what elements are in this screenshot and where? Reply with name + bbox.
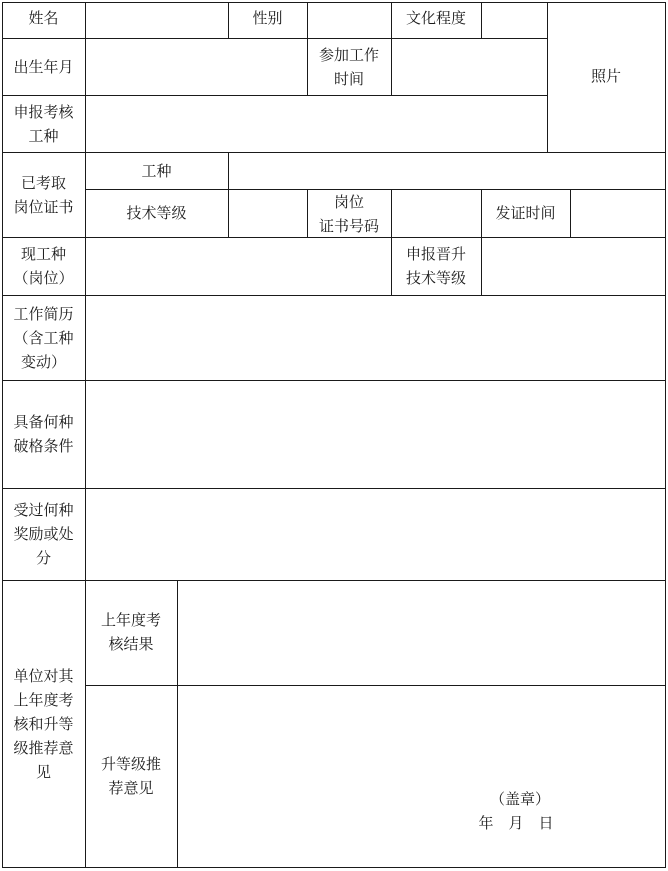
work-start-field[interactable]	[392, 39, 547, 95]
name-field[interactable]	[86, 3, 228, 38]
work-start-label: 参加工作 时间	[318, 46, 379, 88]
resume-label: 工作简历 （含工种 变动）	[13, 305, 74, 371]
recommend-label: 升等级推 荐意见	[100, 755, 161, 797]
issue-date-label: 发证时间	[495, 204, 556, 222]
tech-level-label: 技术等级	[126, 204, 187, 222]
resume-field[interactable]	[86, 296, 665, 380]
photo-label: 照片	[590, 67, 621, 85]
photo-area[interactable]	[548, 3, 665, 152]
recommend-field[interactable]	[178, 686, 665, 867]
name-label: 姓名	[28, 9, 59, 27]
education-label: 文化程度	[405, 9, 466, 27]
seal-label: （盖章）	[489, 790, 550, 808]
trade-field[interactable]	[229, 153, 665, 189]
awards-label: 受过何种 奖励或处 分	[13, 501, 74, 567]
apply-level-field[interactable]	[482, 238, 665, 295]
current-trade-label: 现工种 （岗位）	[13, 245, 74, 287]
tech-level-field[interactable]	[229, 190, 307, 237]
grid-line	[665, 2, 666, 868]
awards-field[interactable]	[86, 489, 665, 580]
apply-level-label: 申报晋升 技术等级	[405, 245, 466, 287]
birth-label: 出生年月	[13, 58, 74, 76]
gender-field[interactable]	[308, 3, 391, 38]
cert-no-field[interactable]	[392, 190, 481, 237]
trade-label: 工种	[141, 162, 172, 180]
unit-opinion-label: 单位对其 上年度考 核和升等 级推荐意 见	[13, 667, 74, 781]
education-field[interactable]	[482, 3, 547, 38]
grid-line	[2, 867, 665, 868]
issue-date-field[interactable]	[571, 190, 665, 237]
last-year-field[interactable]	[178, 581, 665, 685]
birth-field[interactable]	[86, 39, 307, 95]
date-label: 年 月 日	[478, 814, 554, 832]
apply-trade-label: 申报考核 工种	[13, 103, 74, 145]
obtained-cert-label: 已考取 岗位证书	[13, 174, 74, 216]
gender-label: 性别	[252, 9, 283, 27]
current-trade-field[interactable]	[86, 238, 391, 295]
cert-no-label: 岗位 证书号码	[318, 193, 379, 235]
exceptional-field[interactable]	[86, 381, 665, 488]
last-year-label: 上年度考 核结果	[100, 611, 161, 653]
exceptional-label: 具备何种 破格条件	[13, 413, 74, 455]
apply-trade-field[interactable]	[86, 96, 547, 152]
